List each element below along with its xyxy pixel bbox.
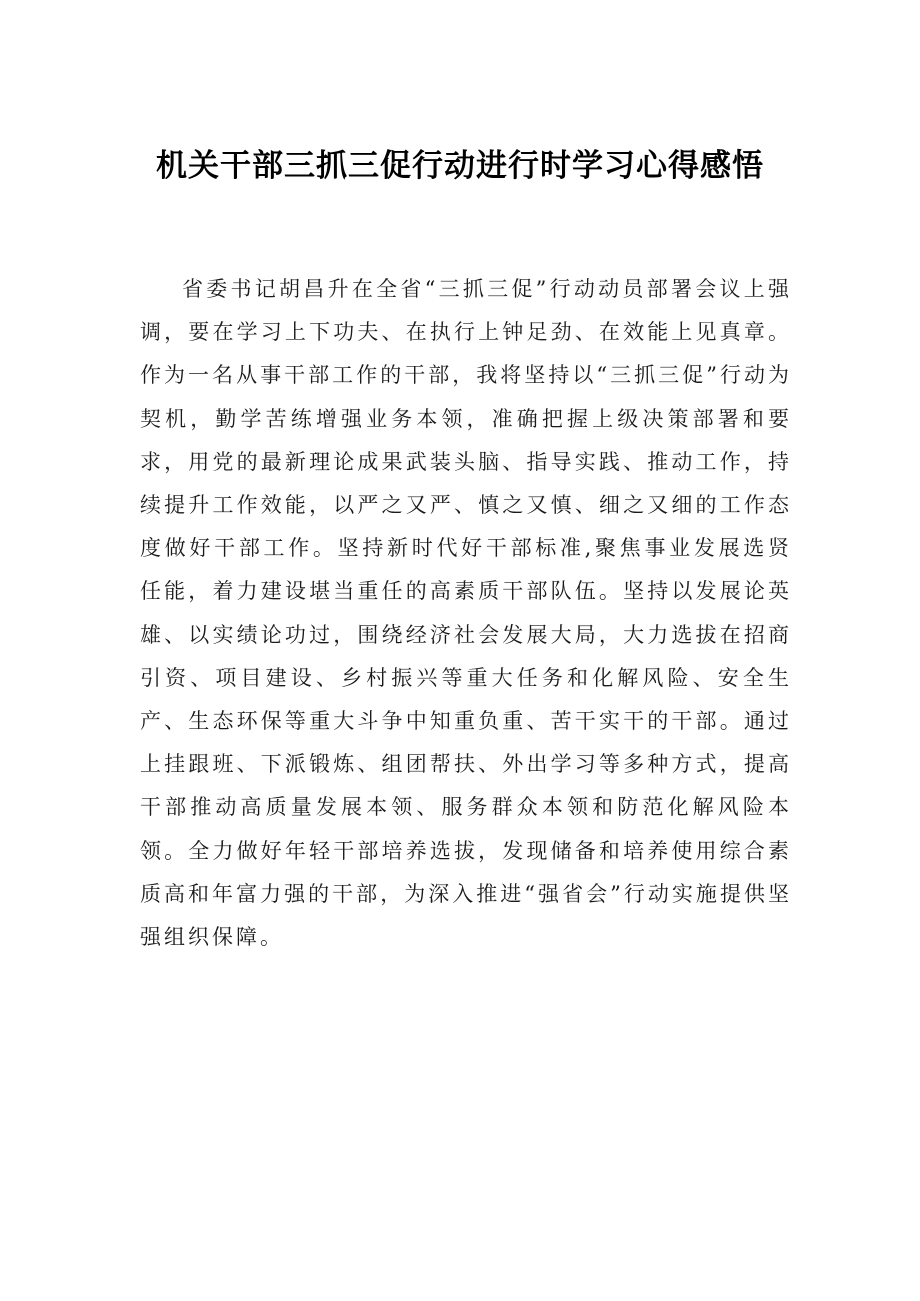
body-paragraph: 省委书记胡昌升在全省“三抓三促”行动动员部署会议上强调，要在学习上下功夫、在执行上钟足劲、在效能上见真章。作为一名从事干部工作的干部，我将坚持以“三抓三促”行动为契机，勤学苦练增强业务本领，准确把握上级决策部署和要求，用党的最新理论成果武装头脑、指导实践、推动工作，持续提升工作效能，以严之又严、慎之又慎、细之又细的工作态度做好干部工作。坚持新时代好干部标准,聚焦事业发展选贤任能，着力建设堪当重任的高素质干部队伍。坚持以发展论英雄、以实绩论功过，围绕经济社会发展大局，大力选拔在招商引资、项目建设、乡村振兴等重大任务和化解风险、安全生产、生态环保等重大斗争中知重负重、苦干实干的干部。通过上挂跟班、下派锻炼、组团帮扶、外出学习等多种方式，提高干部推动高质量发展本领、服务群众本领和防范化解风险本领。全力做好年轻干部培养选拔，发现储备和培养使用综合素质高和年富力强的干部，为深入推进“强省会”行动实施提供坚强组织保障。 xyxy=(140,277,792,950)
document-title: 机关干部三抓三促行动进行时学习心得感悟 xyxy=(156,148,764,184)
